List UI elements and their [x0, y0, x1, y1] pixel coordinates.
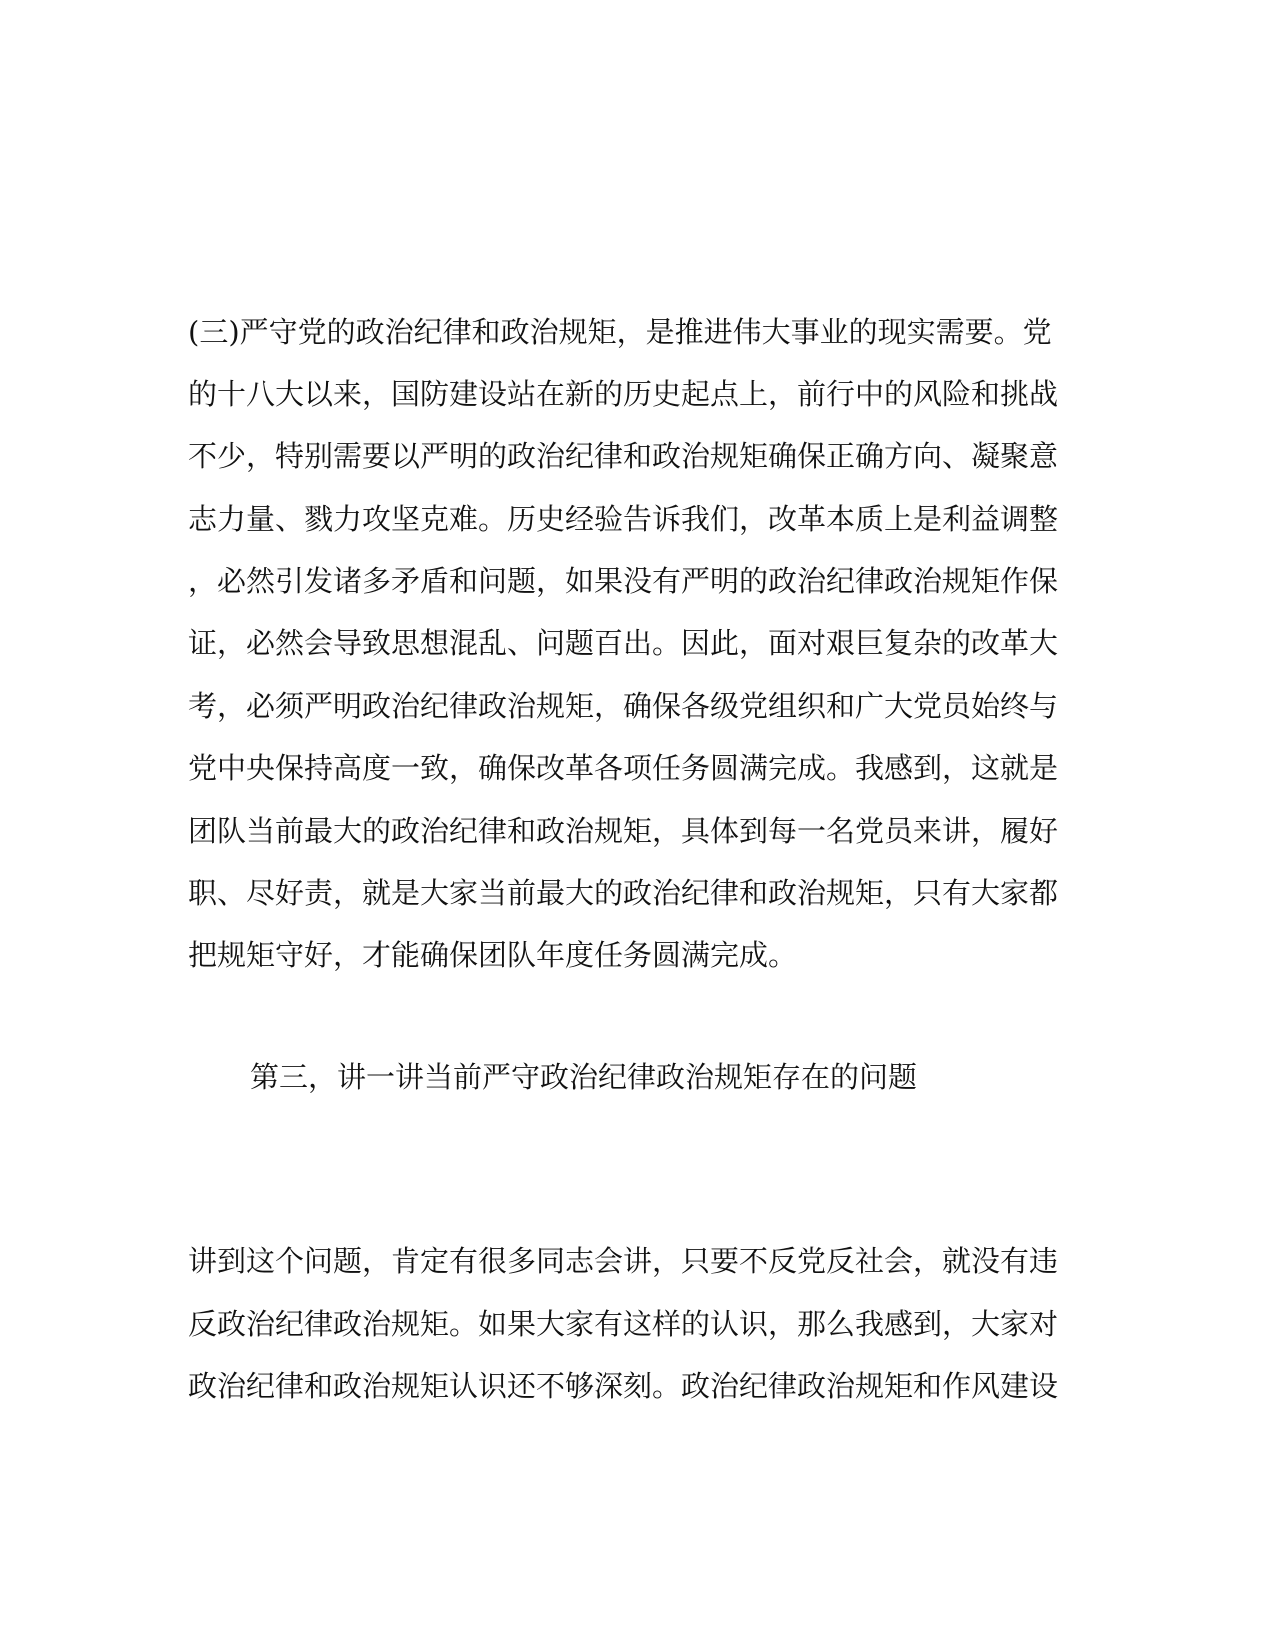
paragraph-line: 讲到这个问题，肯定有很多同志会讲，只要不反党反社会，就没有违 — [188, 1244, 1059, 1278]
paragraph-line: 不少，特别需要以严明的政治纪律和政治规矩确保正确方向、凝聚意 — [188, 439, 1059, 473]
paragraph-line: 证，必然会导致思想混乱、问题百出。因此，面对艰巨复杂的改革大 — [188, 626, 1059, 660]
section-heading: 第三，讲一讲当前严守政治纪律政治规矩存在的问题 — [250, 1060, 918, 1094]
paragraph-line: 团队当前最大的政治纪律和政治规矩，具体到每一名党员来讲，履好 — [188, 814, 1059, 848]
paragraph-line: 职、尽好责，就是大家当前最大的政治纪律和政治规矩，只有大家都 — [188, 876, 1059, 910]
paragraph-line: 党中央保持高度一致，确保改革各项任务圆满完成。我感到，这就是 — [188, 751, 1059, 785]
paragraph-line: 考，必须严明政治纪律政治规矩，确保各级党组织和广大党员始终与 — [188, 689, 1059, 723]
paragraph-line: 把规矩守好，才能确保团队年度任务圆满完成。 — [188, 938, 798, 972]
paragraph-line: 政治纪律和政治规矩认识还不够深刻。政治纪律政治规矩和作风建设 — [188, 1369, 1059, 1403]
paragraph-line: (三)严守党的政治纪律和政治规矩，是推进伟大事业的现实需要。党 — [188, 315, 1052, 349]
paragraph-line: 反政治纪律政治规矩。如果大家有这样的认识，那么我感到，大家对 — [188, 1307, 1059, 1341]
paragraph-line: ，必然引发诸多矛盾和问题，如果没有严明的政治纪律政治规矩作保 — [188, 564, 1059, 598]
paragraph-line: 的十八大以来，国防建设站在新的历史起点上，前行中的风险和挑战 — [188, 377, 1059, 411]
paragraph-line: 志力量、戮力攻坚克难。历史经验告诉我们，改革本质上是利益调整 — [188, 502, 1059, 536]
